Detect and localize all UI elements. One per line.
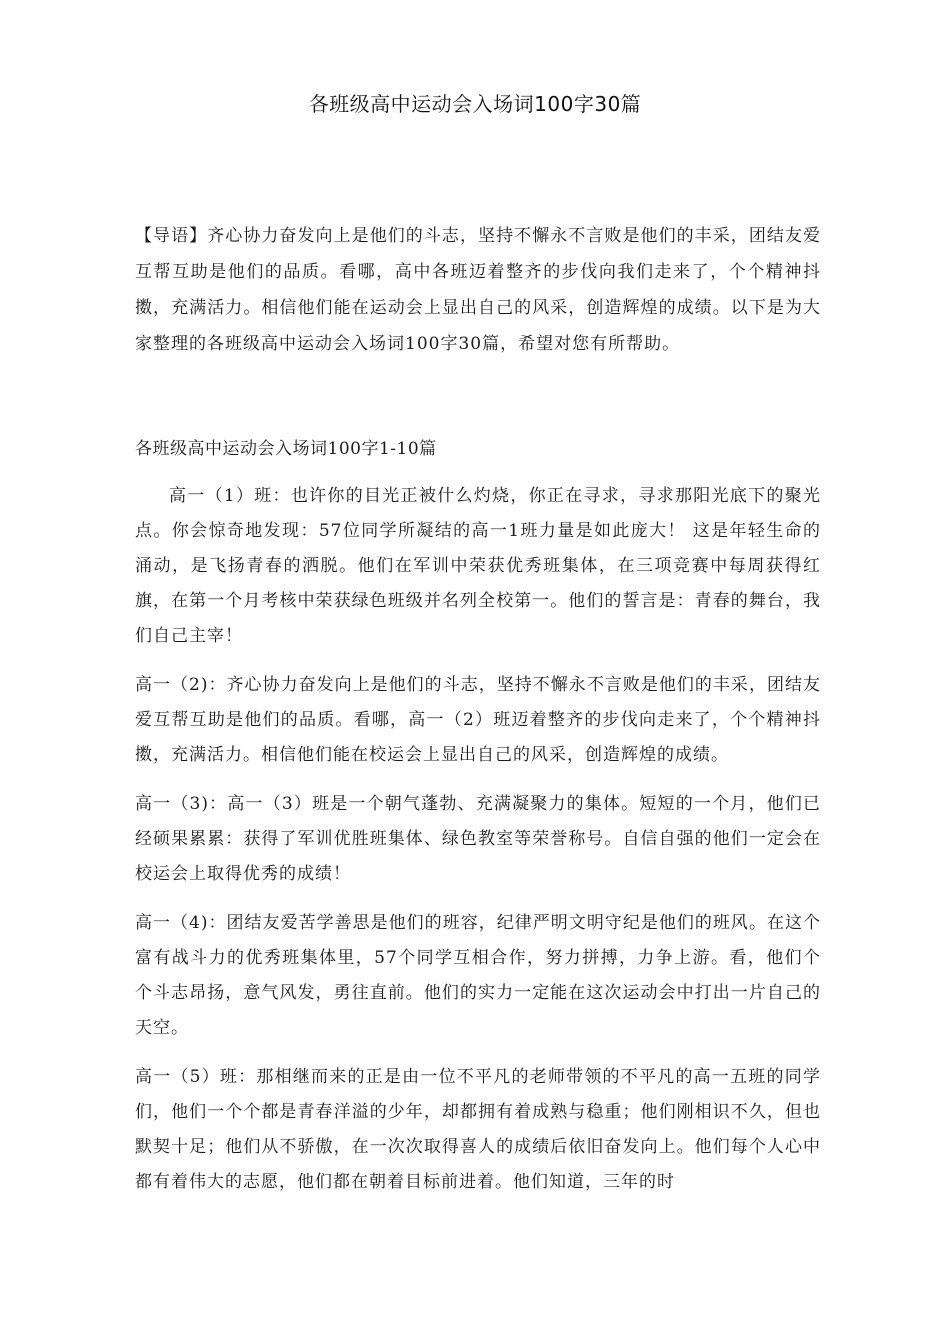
entry-paragraph: 高一（3)：高一（3）班是一个朝气蓬勃、充满凝聚力的集体。短短的一个月，他们已经硕果累累：获得了军训优胜班集体、绿色教室等荣誉称号。自信自强的他们一定会在校运会上取得优秀的成绩！ (135, 794, 821, 884)
entry-paragraph: 高一（4)：团结友爱苦学善思是他们的班容，纪律严明文明守纪是他们的班风。在这个富有战斗力的优秀班集体里，57个同学互相合作，努力拼搏，力争上游。看，他们个个斗志昂扬，意气风发，勇往直前。他们的实力一定能在这次运动会中打出一片自己的天空。 (135, 913, 821, 1038)
document-title: 各班级高中运动会入场词100字30篇 (308, 92, 642, 116)
intro-paragraph: 【导语】齐心协力奋发向上是他们的斗志，坚持不懈永不言败是他们的丰采，团结友爱互帮互助是他们的品质。看哪，高中各班迈着整齐的步伐向我们走来了，个个精神抖擞，充满活力。相信他们能在运动会上显出自己的风采，创造辉煌的成绩。以下是为大家整理的各班级高中运动会入场词100字30篇，希望对您有所帮助。 (135, 226, 821, 354)
entry-paragraph: 高一（2)：齐心协力奋发向上是他们的斗志，坚持不懈永不言败是他们的丰采，团结友爱互帮互助是他们的品质。看哪，高一（2）班迈着整齐的步伐向走来了，个个精神抖擞，充满活力。相信他们能在校运会上显出自己的风采，创造辉煌的成绩。 (135, 675, 821, 765)
entry-paragraph: 高一（1）班：也许你的目光正被什么灼烧，你正在寻求，寻求那阳光底下的聚光点。你会惊奇地发现：57位同学所凝结的高一1班力量是如此庞大！ 这是年轻生命的涌动，是飞扬青春的洒脱。他们在军训中荣获优秀班集体，在三项竞赛中每周获得红旗，在第一个月考核中荣获绿色班级并名列全校第一。他们的誓言是：青春的舞台，我们自己主宰！ (135, 486, 821, 646)
entry-paragraph: 高一（5）班：那相继而来的正是由一位不平凡的老师带领的不平凡的高一五班的同学们，他们一个个都是青春洋溢的少年，却都拥有着成熟与稳重；他们刚相识不久，但也默契十足；他们从不骄傲，在一次次取得喜人的成绩后依旧奋发向上。他们每个人心中都有着伟大的志愿，他们都在朝着目标前进着。他们知道，三年的时 (135, 1067, 821, 1192)
section-heading: 各班级高中运动会入场词100字1-10篇 (135, 439, 437, 459)
entries-list (135, 479, 821, 1214)
